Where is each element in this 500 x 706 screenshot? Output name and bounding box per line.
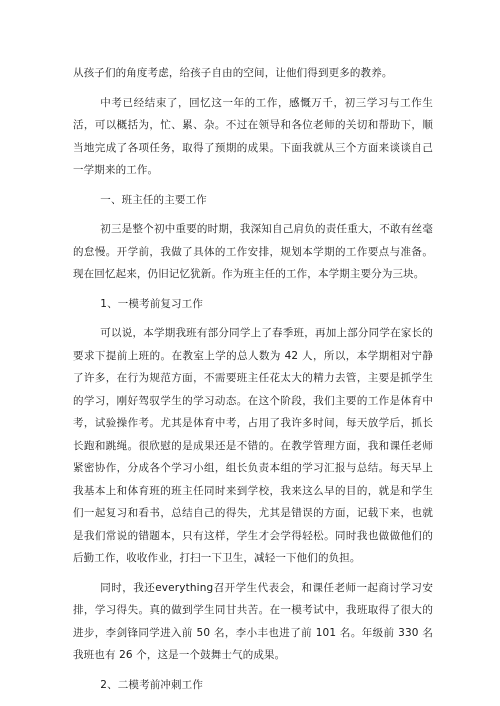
paragraph-results: 同时，我还everything召开学生代表会，和课任老师一起商讨学习安排，学习得失。真的做到学生同甘共苦。在一模考试中，我班取得了很大的进步，李剑锋同学进入前 50 名，李小丰也进了前 101 名。年级前 330 名我班也有 26 个，这是一个鼓舞士气的成果。 <box>73 581 433 661</box>
paragraph-head-teacher: 初三是整个初中重要的时期，我深知自己肩负的责任重大，不敢有丝毫的怠慢。开学前，我做了具体的工作安排，规划本学期的工作要点与准备。现在回忆起来，仍旧记忆犹新。作为班主任的工作，本学期主要分为三块。 <box>73 223 433 280</box>
paragraph-summary: 中考已经结束了，回忆这一年的工作，感慨万千，初三学习与工作生活，可以概括为，忙、累、杂。不过在领导和各位老师的关切和帮助下，顺当地完成了各项任务，取得了预期的成果。下面我就从三个方面来谈谈自己一学期来的工作。 <box>73 96 433 176</box>
paragraph-first-mock-review: 可以说，本学期我班有部分同学上了春季班，再加上部分同学在家长的要求下提前上班的。在教室上学的总人数为 42 人，所以，本学期相对宁静了许多，在行为规范方面，不需要班主任花太大的精力去管，主要是抓学生的学习，刚好驾驭学生的学习动态。在这个阶段，我们主要的工作是体育中考，试验操作考。尤其是体育中考，占用了我许多时间，每天放学后，抓长长跑和跳绳。很欣慰的是成果还是不错的。在教学管理方面，我和课任老师紧密协作，分成各个学习小组，组长负责本组的学习汇报与总结。每天早上我基本上和体育班的班主任同时来到学校，我来这么早的目的，就是和学生们一起复习和看书，总结自己的得失，尤其是错误的方面，记载下来，也就是我们常说的错题本，只有这样，学生才会学得轻松。同时我也做做他们的后勤工作，收收作业，打扫一下卫生，减轻一下他们的负担。 <box>73 327 433 564</box>
section-heading-head-teacher: 一、班主任的主要工作 <box>100 193 207 206</box>
subheading-second-mock-sprint: 2、二模考前冲刺工作 <box>100 678 203 691</box>
subheading-first-mock-review: 1、一模考前复习工作 <box>100 297 203 310</box>
document-body <box>73 62 433 703</box>
paragraph-intro-tail: 从孩子们的角度考虑，给孩子自由的空间，让他们得到更多的教养。 <box>73 67 393 79</box>
